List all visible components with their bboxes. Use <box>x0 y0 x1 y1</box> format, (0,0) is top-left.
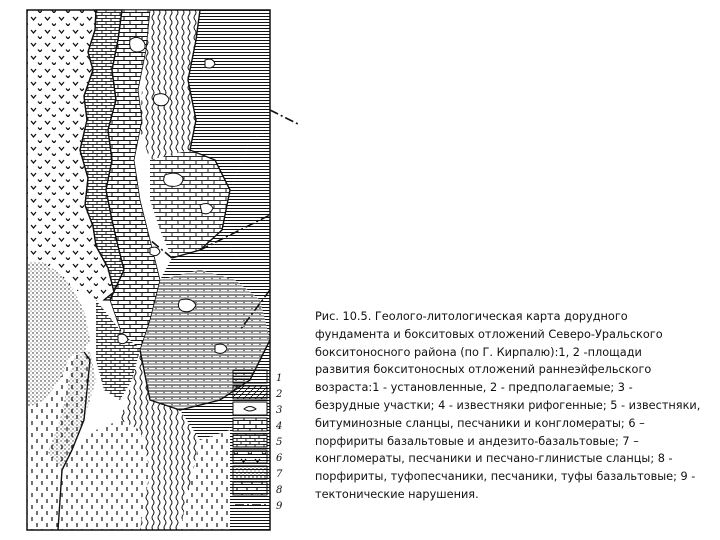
caption-line: порфириты базальтовые и андезито-базальтовые; 7 – <box>315 434 639 448</box>
legend-item-1 <box>233 370 282 384</box>
legend-number: 5 <box>276 437 283 448</box>
legend-item-5 <box>233 434 282 448</box>
legend-item-2 <box>233 386 282 400</box>
caption-line: конгломераты, песчаники и песчано-глинистые сланцы; 8 - <box>315 452 673 466</box>
caption-line: развития бокситоносных отложений раннеэйфельского <box>315 363 652 377</box>
legend-item-3 <box>233 402 282 416</box>
caption-line: порфириты, туфопесчаники, песчаники, туфы базальтовые; 9 - <box>315 470 696 484</box>
caption-line: фундамента и бокситовых отложений Северо-Уральского <box>315 327 663 341</box>
legend-number: 8 <box>276 485 283 496</box>
legend-number: 7 <box>276 469 283 480</box>
caption-line: тектонические нарушения. <box>315 487 479 501</box>
legend-number: 6 <box>276 453 283 464</box>
caption-line: Рис. 10.5. Геолого-литологическая карта дорудного <box>315 310 628 323</box>
caption-line: безрудные участки; 4 - известняки рифогенные; 5 - известняки, <box>315 398 701 412</box>
legend-item-8 <box>233 482 282 496</box>
caption-line: бокситоносного района (по Г. Кирпалю):1, 2 -площади <box>315 345 642 359</box>
legend-number: 9 <box>276 501 283 512</box>
figure-caption <box>315 308 703 504</box>
caption-line: битуминозные сланцы, песчаники и конгломераты; 6 – <box>315 416 645 430</box>
legend-item-7 <box>233 466 283 480</box>
legend-number: 4 <box>276 421 283 432</box>
caption-line: возраста:1 - установленные, 2 - предполагаемые; 3 - <box>315 381 633 395</box>
legend-number: 1 <box>276 373 283 384</box>
legend-number: 3 <box>276 405 283 416</box>
legend-number: 2 <box>276 389 283 400</box>
legend <box>233 370 283 512</box>
legend-item-4 <box>233 418 282 432</box>
legend-item-6 <box>233 450 283 464</box>
